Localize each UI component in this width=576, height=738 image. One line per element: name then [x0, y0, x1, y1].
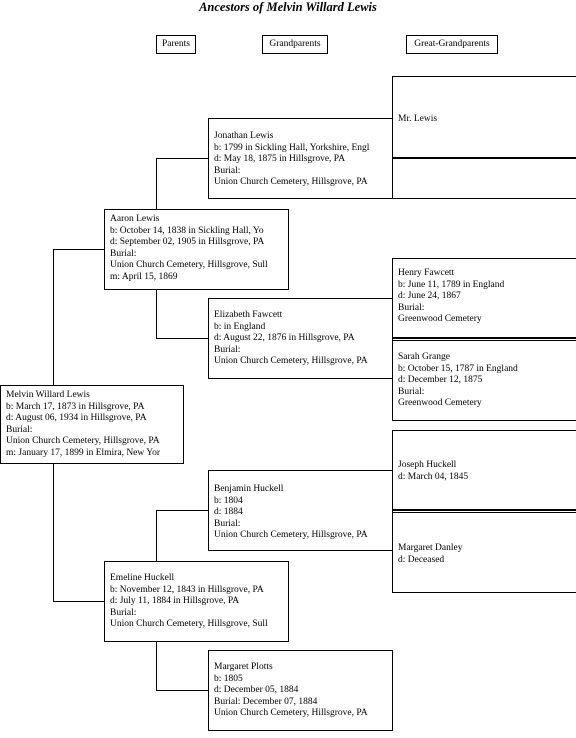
birth-info: b: October 14, 1838 in Sickling Hall, Yo [110, 225, 264, 236]
burial-place: Union Church Cemetery, Hillsgrove, PA [6, 436, 160, 446]
death-info: d: July 11, 1884 in Hillsgrove, PA [110, 596, 240, 606]
birth-info: b: June 11, 1789 in England [398, 279, 505, 290]
person-name: Jonathan Lewis [214, 131, 274, 141]
person-card-emeline[interactable] [104, 561, 289, 642]
person-name: Emeline Huckell [110, 573, 175, 583]
death-info: d: Deceased [398, 554, 445, 565]
person-card-joseph[interactable] [392, 430, 576, 510]
person-card-margaret-plotts[interactable] [208, 650, 393, 731]
person-name: Benjamin Huckell [214, 484, 284, 494]
death-info: d: August 22, 1876 in Hillsgrove, PA [214, 333, 355, 343]
person-card-aaron[interactable] [104, 209, 289, 290]
person-card-elizabeth[interactable] [208, 298, 393, 379]
header-great-grandparents: Great-Grandparents [406, 35, 498, 54]
burial-label: Burial: [214, 344, 241, 355]
birth-info: b: 1805 [214, 673, 243, 684]
burial-place: Union Church Cemetery, Hillsgrove, PA [214, 177, 368, 187]
burial-label: Burial: [6, 424, 33, 435]
person-card-benjamin[interactable] [208, 470, 393, 551]
death-info: d: August 06, 1934 in Hillsgrove, PA [6, 413, 147, 423]
header-grandparents: Grandparents [262, 35, 328, 54]
person-name: Elizabeth Fawcett [214, 310, 283, 320]
birth-info: b: 1799 in Sickling Hall, Yorkshire, Engl [214, 142, 370, 153]
death-info: d: December 12, 1875 [398, 375, 483, 385]
burial-label: Burial: [214, 518, 241, 529]
person-name: Margaret Plotts [214, 662, 273, 672]
death-info: d: September 02, 1905 in Hillsgrove, PA [110, 237, 265, 247]
person-card-margaret-danley[interactable] [392, 512, 576, 593]
death-info: d: March 04, 1845 [398, 471, 469, 482]
person-name: Melvin Willard Lewis [6, 390, 90, 400]
death-info: d: December 05, 1884 [214, 685, 299, 695]
burial-place: Union Church Cemetery, Hillsgrove, Sull [110, 619, 268, 629]
person-card-jonathan[interactable] [208, 118, 393, 199]
burial-label: Burial: [214, 165, 241, 176]
burial-date: Burial: December 07, 1884 [214, 696, 318, 707]
person-card-henry[interactable] [392, 258, 576, 338]
burial-place: Greenwood Cemetery [398, 398, 482, 408]
burial-label: Burial: [110, 607, 137, 618]
person-card-melvin[interactable] [0, 385, 184, 464]
marriage-info: m: January 17, 1899 in Elmira, New Yor [6, 447, 161, 458]
burial-place: Union Church Cemetery, Hillsgrove, Sull [110, 260, 268, 270]
person-card-sarah[interactable] [392, 340, 576, 421]
birth-info: b: March 17, 1873 in Hillsgrove, PA [6, 401, 145, 412]
person-name: Joseph Huckell [398, 460, 457, 470]
burial-label: Burial: [398, 386, 425, 397]
person-name: Aaron Lewis [110, 214, 160, 224]
burial-place: Union Church Cemetery, Hillsgrove, PA [214, 356, 368, 366]
death-info: d: June 24, 1867 [398, 291, 461, 301]
death-info: d: May 18, 1875 in Hillsgrove, PA [214, 154, 346, 164]
burial-place: Union Church Cemetery, Hillsgrove, PA [214, 530, 368, 540]
birth-info: b: 1804 [214, 495, 243, 506]
person-name: Sarah Grange [398, 352, 450, 362]
burial-label: Burial: [398, 302, 425, 313]
person-name: Henry Fawcett [398, 268, 455, 278]
page-title: Ancestors of Melvin Willard Lewis [199, 0, 377, 14]
person-name: Mr. Lewis [398, 114, 438, 124]
burial-place: Greenwood Cemetery [398, 314, 482, 324]
header-parents: Parents [156, 35, 196, 54]
person-card-mr-lewis[interactable] [392, 76, 576, 158]
death-info: d: 1884 [214, 507, 243, 517]
burial-place: Union Church Cemetery, Hillsgrove, PA [214, 708, 368, 718]
birth-info: b: November 12, 1843 in Hillsgrove, PA [110, 584, 264, 595]
person-name: Margaret Danley [398, 543, 463, 553]
marriage-info: m: April 15, 1869 [110, 271, 178, 282]
burial-label: Burial: [110, 248, 137, 259]
birth-info: b: in England [214, 321, 266, 332]
birth-info: b: October 15, 1787 in England [398, 363, 518, 374]
